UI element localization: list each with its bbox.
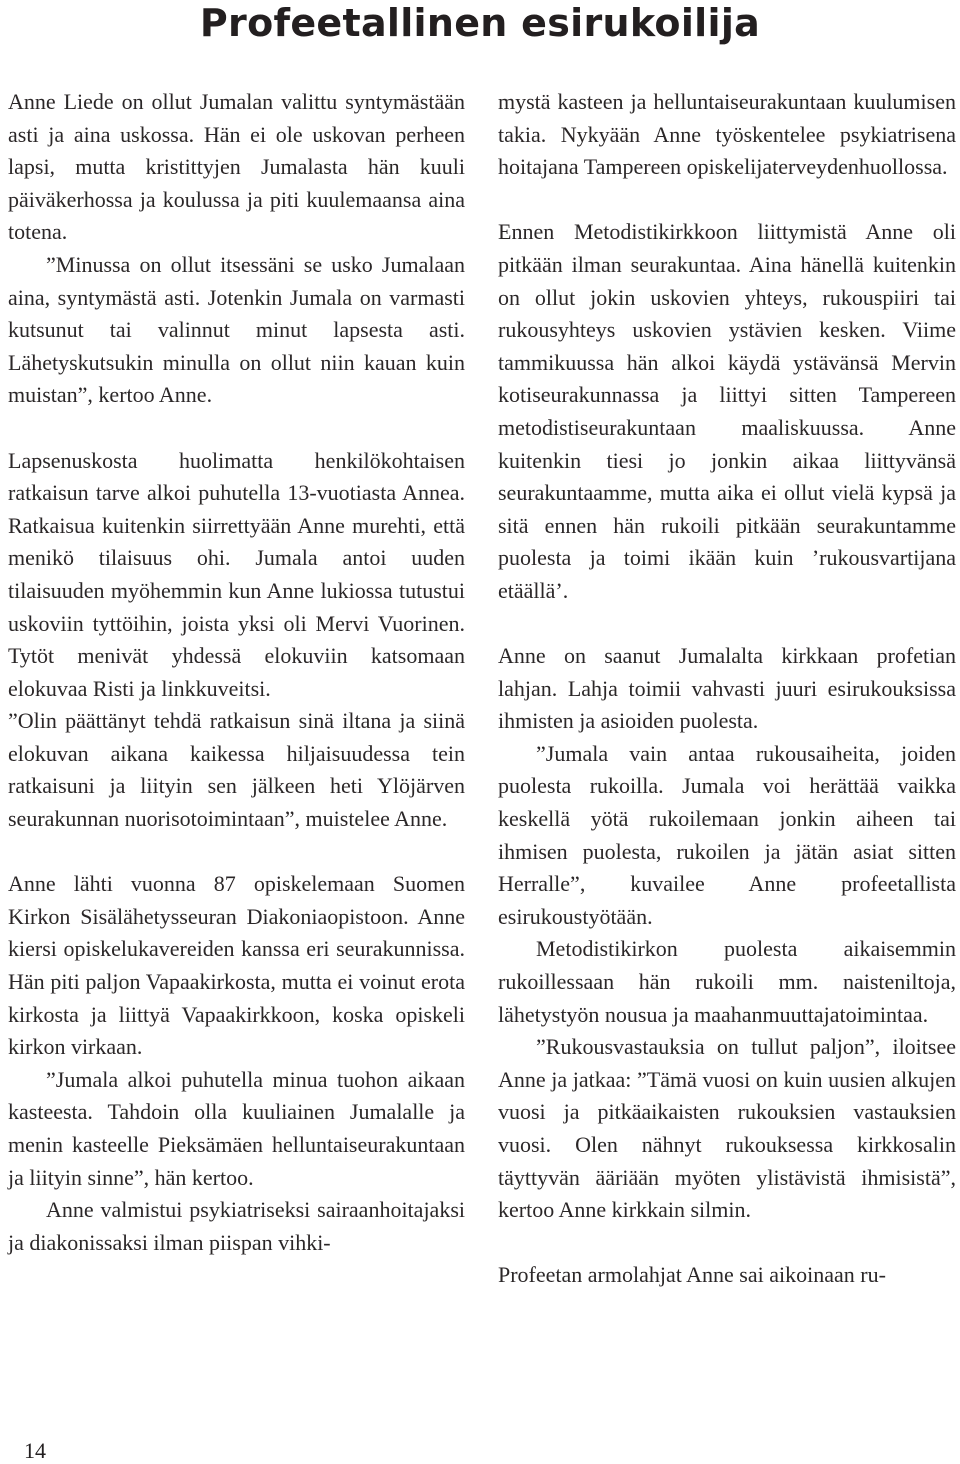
- paragraph: Metodistikirkon puolesta aikaisemmin rukoillessaan hän rukoili mm. naisteniltoja, lähetystyön nousua ja maahanmuuttajatoimintaa.: [498, 936, 956, 1027]
- paragraph: ”Jumala vain antaa rukousaiheita, joiden puolesta rukoilla. Jumala voi herättää vaikka keskellä yötä rukoilemaan jonkin aiheen tai ihmisen puolesta, rukoilen ja jätän asiat sitten Herralle”, kuvailee Anne profeetallista esirukoustyötään.: [498, 740, 956, 929]
- paragraph: Anne Liede on ollut Jumalan valittu syntymästään asti ja aina uskossa. Hän ei ole uskovan perheen lapsi, mutta kristittyjen Jumalasta hän kuuli päiväkerhossa ja koulussa ja piti kuulemaansa aina totena.: [8, 89, 465, 245]
- paragraph: ”Minussa on ollut itsessäni se usko Jumalaan aina, syntymästä asti. Jotenkin Jumala on varmasti kutsunut tai valinnut minut lapsesta asti. Lähetyskutsukin minulla on ollut niin kauan kuin muistan”, kertoo Anne.: [8, 251, 465, 408]
- paragraph: Profeetan armolahjat Anne sai aikoinaan ru-: [498, 1262, 886, 1288]
- paragraph: Lapsenuskosta huolimatta henkilökohtaisen ratkaisun tarve alkoi puhutella 13-vuotiasta Annea. Ratkaisua kuitenkin siirrettyään Anne murehti, että menikö tilaisuus ohi. Jumala antoi uuden tilaisuuden myöhemmin kun Anne lukiossa tutustui uskoviin tyttöihin, joista yksi oli Mervi Vuorinen. Tytöt menivät yhdessä elokuviin katsomaan elokuvaa Risti ja linkkuveitsi.: [8, 447, 465, 701]
- paragraph: ”Jumala alkoi puhutella minua tuohon aikaan kasteesta. Tahdoin olla kuuliainen Jumalalle ja menin kasteelle Pieksämäen helluntaiseurakuntaan ja liityin sinne”, hän kertoo.: [8, 1066, 465, 1190]
- page-number: 14: [24, 1438, 46, 1463]
- paragraph: ”Rukousvastauksia on tullut paljon”, iloitsee Anne ja jatkaa: ”Tämä vuosi on kuin uusien alkujen vuosi ja pitkäaikaisten rukouksien vastauksien vuosi. Olen nähnyt rukouksessa kirkkosalin täyttyvän ääriään myöten ylistävistä ihmisistä”, kertoo Anne kirkkain silmin.: [498, 1034, 956, 1223]
- paragraph: mystä kasteen ja helluntaiseurakuntaan kuulumisen takia. Nykyään Anne työskentelee psykiatrisena hoitajana Tampereen opiskelijaterveydenhuollossa.: [498, 89, 956, 180]
- article-title: Profeetallinen esirukoilija: [199, 1, 761, 45]
- paragraph: ”Olin päättänyt tehdä ratkaisun sinä iltana ja siinä elokuvan aikana kaikessa hiljaisuudessa tein ratkaisuni ja liityin sen jälkeen heti Ylöjärven seurakunnan nuorisotoimintaan”, muistelee Anne.: [8, 708, 465, 832]
- paragraph: Anne on saanut Jumalalta kirkkaan profetian lahjan. Lahja toimii vahvasti juuri esirukouksissa ihmisten ja asioiden puolesta.: [498, 643, 956, 734]
- paragraph: Anne valmistui psykiatriseksi sairaanhoitajaksi ja diakonissaksi ilman piispan vihki-: [8, 1197, 465, 1255]
- paragraph: Anne lähti vuonna 87 opiskelemaan Suomen Kirkon Sisälähetysseuran Diakoniaopistoon. Anne kiersi opiskelukavereiden kanssa eri seurakunnissa. Hän piti paljon Vapaakirkosta, mutta ei voinut erota kirkosta ja liittyä Vapaakirkkoon, koska opiskeli kirkon virkaan.: [8, 871, 465, 1060]
- paragraph: Ennen Metodistikirkkoon liittymistä Anne oli pitkään ilman seurakuntaa. Aina hänellä kuitenkin on ollut jokin uskovien yhteys, rukouspiiri tai rukousyhteys uskovien ystävien kesken. Viime tammikuussa hän alkoi käydä ystävänsä Mervin kotiseurakunnassa ja liittyi sitten Tampereen metodistiseurakuntaan maaliskuussa. Anne kuitenkin tiesi jo jonkin aikaa liittyvänsä seurakuntaamme, mutta aika ei ollut vielä kypsä ja sitä ennen hän rukoili pitkään seurakuntamme puolesta ja toimi ikään kuin ’rukousvartijana etäällä’.: [498, 219, 956, 603]
- left-column: [8, 86, 465, 1259]
- right-column: [498, 86, 956, 1292]
